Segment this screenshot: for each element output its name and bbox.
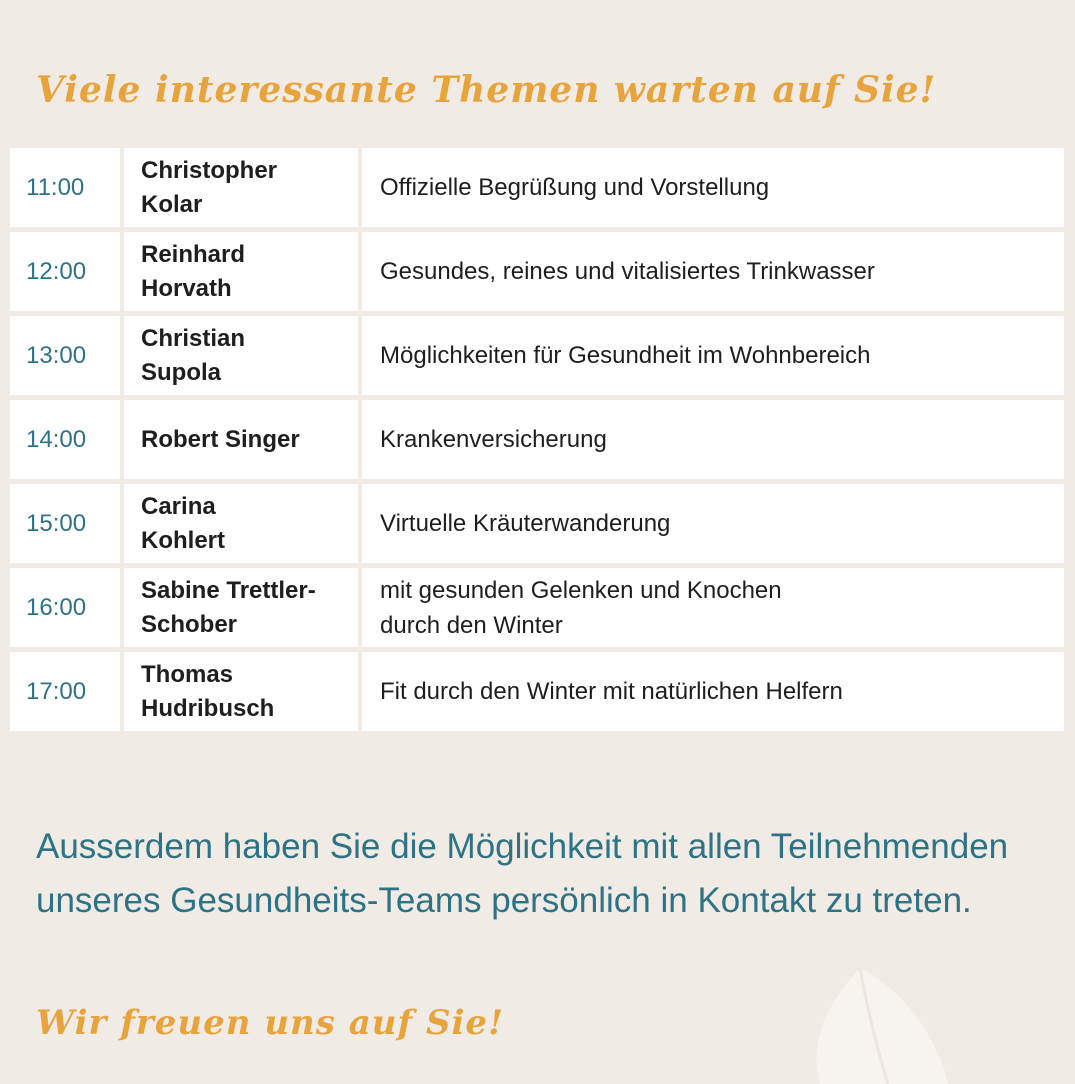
time-cell: 11:00 [10, 148, 124, 232]
speaker-cell [124, 484, 362, 568]
speaker-cell [124, 232, 362, 316]
table-row [10, 652, 1064, 736]
time-cell: 15:00 [10, 484, 124, 568]
closing-line: Wir freuen uns auf Sie! [36, 1003, 504, 1043]
schedule-table [10, 148, 1064, 736]
speaker-cell [124, 148, 362, 232]
page-headline: Viele interessante Themen warten auf Sie! [36, 69, 937, 111]
speaker-cell [124, 652, 362, 736]
topic-cell [362, 400, 1064, 484]
time-cell: 16:00 [10, 568, 124, 652]
topic-cell [362, 484, 1064, 568]
info-paragraph: Ausserdem haben Sie die Möglichkeit mit allen Teilnehmenden unseres Gesundheits-Teams persönlich in Kontakt zu treten. [36, 827, 1009, 920]
table-row [10, 484, 1064, 568]
time-cell: 13:00 [10, 316, 124, 400]
topic-cell [362, 568, 1064, 652]
speaker-name: Sabine Trettler- Schober [141, 576, 316, 638]
speaker-cell [124, 568, 362, 652]
topic-text: mit gesunden Gelenken und Knochen durch den Winter [380, 576, 782, 639]
speaker-name: Reinhard Horvath [141, 240, 246, 302]
topic-text: Möglichkeiten für Gesundheit im Wohnbereich [380, 342, 871, 369]
time-cell: 12:00 [10, 232, 124, 316]
topic-cell [362, 232, 1064, 316]
table-row [10, 316, 1064, 400]
leaf-icon [798, 962, 958, 1084]
table-row [10, 400, 1064, 484]
topic-text: Offizielle Begrüßung und Vorstellung [380, 174, 770, 201]
topic-cell [362, 652, 1064, 736]
topic-text: Krankenversicherung [380, 426, 607, 453]
topic-text: Fit durch den Winter mit natürlichen Helfern [380, 678, 843, 705]
time-cell: 17:00 [10, 652, 124, 736]
speaker-name: Christian Supola [141, 324, 246, 386]
topic-cell [362, 148, 1064, 232]
table-row [10, 232, 1064, 316]
topic-cell [362, 316, 1064, 400]
table-row [10, 148, 1064, 232]
topic-text: Virtuelle Kräuterwanderung [380, 510, 671, 537]
speaker-name: Robert Singer [141, 425, 300, 453]
speaker-cell [124, 316, 362, 400]
topic-text: Gesundes, reines und vitalisiertes Trinkwasser [380, 258, 875, 285]
speaker-cell [124, 400, 362, 484]
speaker-name: Thomas Hudribusch [141, 660, 275, 722]
speaker-name: Carina Kohlert [141, 492, 225, 554]
time-cell: 14:00 [10, 400, 124, 484]
speaker-name: Christopher Kolar [141, 156, 278, 218]
table-row [10, 568, 1064, 652]
